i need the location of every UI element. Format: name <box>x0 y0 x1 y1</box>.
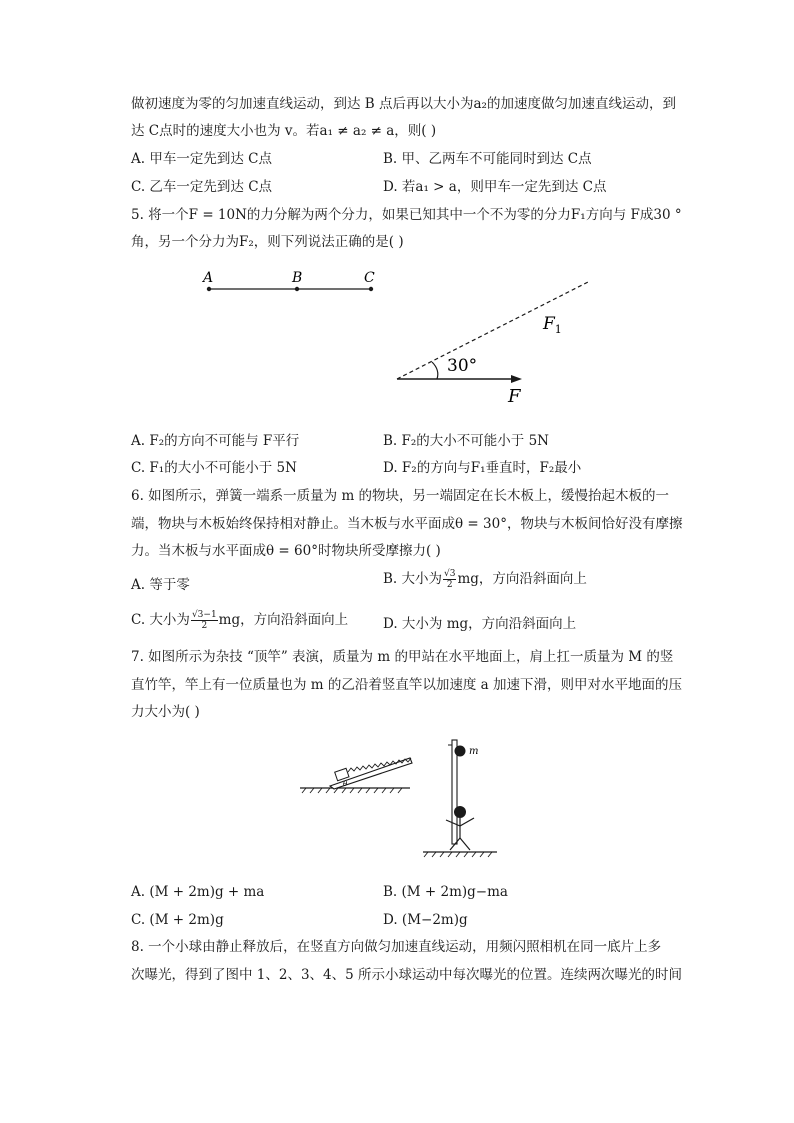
q5-stem-line-1: 5. 将一个F = 10N的力分解为两个分力，如果已知其中一个不为零的分力F₁方向与 F成30 ° <box>131 207 682 223</box>
label-a: A <box>203 270 214 286</box>
label-c: C <box>364 270 375 286</box>
person-a-head <box>454 806 466 818</box>
q4-stem-line-2: 达 C点时的速度大小也为 v。若a₁ ≠ a₂ ≠ a，则( ) <box>131 123 437 139</box>
fraction-sqrt3-over-2: $\frac{√3}{2}$ <box>444 569 456 590</box>
q6-option-d: D. 大小为 mg，方向沿斜面向上 <box>383 616 577 632</box>
q7-stem-line-3: 力大小为( ) <box>131 704 200 720</box>
q7-option-b: B. (M + 2m)g−ma <box>383 884 508 900</box>
q6-option-a: A. 等于零 <box>131 577 190 593</box>
q6-stem-line-2: 端，物块与木板始终保持相对静止。当木板与水平面成θ = 30°，物块与木板间恰好没有摩擦 <box>131 516 683 532</box>
q5-stem-line-2: 角，另一个分力为F₂，则下列说法正确的是( ) <box>131 234 404 250</box>
q6-stem-line-3: 力。当木板与水平面成θ = 60°时物块所受摩擦力( ) <box>131 543 441 559</box>
pole-figure <box>423 740 497 857</box>
q7-stem-line-1: 7. 如图所示为杂技 “顶竿” 表演，质量为 m 的甲站在水平地面上，肩上扛一质量为 M 的竖 <box>131 649 674 665</box>
q6-option-c: C. 大小为 $\frac{√3-1}{2}$ mg，方向沿斜面向上 <box>131 610 349 631</box>
q5-option-d: D. F₂的方向与F₁垂直时，F₂最小 <box>383 460 582 476</box>
q5-option-c: C. F₁的大小不可能小于 5N <box>131 460 297 476</box>
q4-option-b: B. 甲、乙两车不可能同时到达 C点 <box>383 151 592 167</box>
q4-stem-line-1: 做初速度为零的匀加速直线运动，到达 B 点后再以大小为a₂的加速度做匀加速直线运动，到 <box>131 96 676 112</box>
block <box>335 768 349 780</box>
label-b: B <box>292 270 303 286</box>
fraction-sqrt3-minus-1-over-2: $\frac{√3-1}{2}$ <box>191 610 217 631</box>
angle-label: 30° <box>447 356 478 376</box>
q5-option-a: A. F₂的方向不可能与 F平行 <box>131 433 300 449</box>
label-m: m <box>469 746 479 757</box>
q7-stem-line-2: 直竹竿，竿上有一位质量也为 m 的乙沿着竖直竿以加速度 a 加速下滑，则甲对水平地面的压 <box>131 677 683 693</box>
q7-option-c: C. (M + 2m)g <box>131 912 224 928</box>
q7-option-d: D. (M−2m)g <box>383 912 468 928</box>
q5-option-b: B. F₂的大小不可能小于 5N <box>383 433 549 449</box>
q4-option-c: C. 乙车一定先到达 C点 <box>131 179 273 195</box>
label-f: F <box>508 386 521 407</box>
q8-stem-line-1: 8. 一个小球由静止释放后，在竖直方向做匀加速直线运动，用频闪照相机在同一底片上多 <box>131 939 662 955</box>
label-f1: $F_1$ <box>543 314 562 336</box>
q8-stem-line-2: 次曝光，得到了图中 1、2、3、4、5 所示小球运动中每次曝光的位置。连续两次曝光的时间 <box>131 967 683 983</box>
person-b-ball <box>455 746 466 757</box>
q6-stem-line-1: 6. 如图所示，弹簧一端系一质量为 m 的物块，另一端固定在长木板上，缓慢抬起木板的一 <box>131 488 670 504</box>
q6-option-b: B. 大小为 $\frac{√3}{2}$ mg，方向沿斜面向上 <box>383 569 587 590</box>
q4-option-a: A. 甲车一定先到达 C点 <box>131 151 272 167</box>
incline-figure <box>300 758 412 793</box>
pole <box>452 740 457 844</box>
q7-option-a: A. (M + 2m)g + ma <box>131 884 265 900</box>
theta-label: θ <box>343 780 348 788</box>
q4-option-d: D. 若a₁ > a，则甲车一定先到达 C点 <box>383 179 607 195</box>
